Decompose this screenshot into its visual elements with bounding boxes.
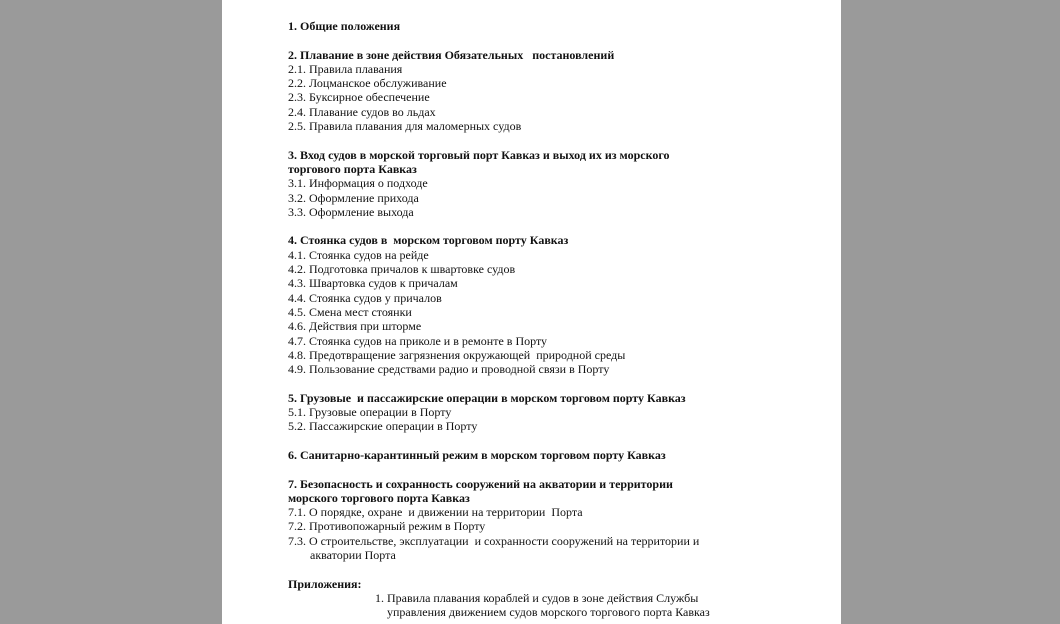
section-heading: 7. Безопасность и сохранность сооружений на акватории и территории морского торгового порта Кавказ [288, 476, 673, 505]
list-item: 4.7. Стоянка судов на приколе и в ремонте в Порту [288, 333, 548, 348]
list-item: 5.2. Пассажирские операции в Порту [288, 419, 478, 434]
section-heading: 1. Общие положения [288, 19, 401, 33]
section-3 [288, 148, 808, 219]
section-heading: 2. Плавание в зоне действия Обязательных постановлений [288, 47, 615, 62]
list-item: 4.8. Предотвращение загрязнения окружающей природной среды [288, 347, 626, 362]
list-item: 4.3. Швартовка судов к причалам [288, 276, 458, 291]
section-1 [288, 19, 808, 33]
section-7 [288, 477, 808, 563]
section-2 [288, 48, 808, 134]
list-item: 2.5. Правила плавания для маломерных судов [288, 119, 522, 134]
list-item: 2.1. Правила плавания [288, 61, 403, 76]
table-of-contents [288, 19, 808, 624]
list-item: 4.1. Стоянка судов на рейде [288, 247, 429, 262]
appendix-list [288, 591, 808, 620]
list-item: 4.5. Смена мест стоянки [288, 304, 412, 319]
section-6 [288, 448, 808, 462]
list-item: 4.6. Действия при шторме [288, 319, 422, 334]
list-item: 3.2. Оформление прихода [288, 190, 419, 205]
list-item: 3.3. Оформление выхода [288, 204, 414, 219]
list-item: 2.4. Плавание судов во льдах [288, 104, 436, 119]
list-item: 5.1. Грузовые операции в Порту [288, 405, 452, 420]
list-item: 2.3. Буксирное обеспечение [288, 90, 430, 105]
document-page [222, 0, 841, 624]
appendix-section [288, 577, 808, 620]
list-item: 4.4. Стоянка судов у причалов [288, 290, 442, 305]
list-item: 7.3. О строительстве, эксплуатации и сохранности сооружений на территории и акватории Порта [288, 533, 703, 562]
list-item: 2.2. Лоцманское обслуживание [288, 76, 447, 91]
section-heading: 6. Санитарно-карантинный режим в морском торговом порту Кавказ [288, 447, 666, 462]
section-heading: 5. Грузовые и пассажирские операции в морском торговом порту Кавказ [288, 390, 686, 405]
list-item: 4.9. Пользование средствами радио и проводной связи в Порту [288, 362, 610, 377]
section-5 [288, 391, 808, 434]
list-item: 7.2. Противопожарный режим в Порту [288, 519, 486, 534]
list-item: 3.1. Информация о подходе [288, 176, 428, 191]
appendix-heading: Приложения: [288, 576, 362, 591]
list-item: 4.2. Подготовка причалов к швартовке судов [288, 262, 516, 277]
section-4 [288, 233, 808, 376]
section-heading: 3. Вход судов в морской торговый порт Кавказ и выход их из морского торгового порта Кавказ [288, 147, 670, 176]
appendix-item: 1. Правила плавания кораблей и судов в зоне действия Службы управления движением судов морского торгового порта Кавказ [375, 590, 710, 620]
list-item: 7.1. О порядке, охране и движении на территории Порта [288, 505, 583, 520]
section-heading: 4. Стоянка судов в морском торговом порту Кавказ [288, 233, 569, 248]
